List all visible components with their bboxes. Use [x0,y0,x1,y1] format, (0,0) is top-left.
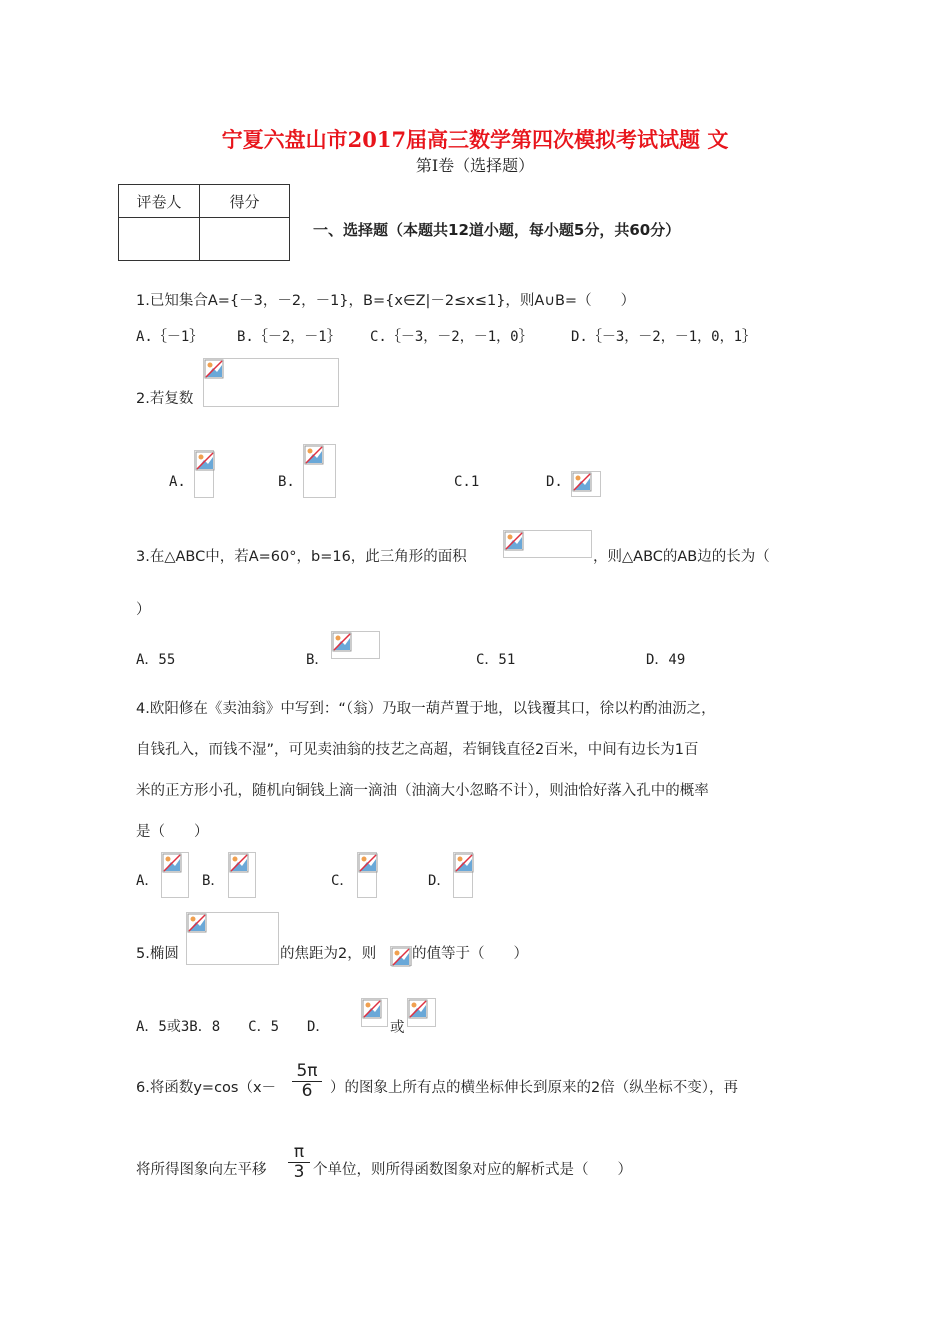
q5-stem-part3: 的值等于（ ） [412,946,528,962]
q3-option-d: D．49 [646,652,686,668]
q4-stem-line3: 米的正方形小孔，随机向铜钱上滴一滴油（油滴大小忽略不计），则油恰好落入孔中的概率 [136,783,709,799]
q4-option-b-image [228,852,256,898]
q3-stem-part2: ，则△ABC的AB边的长为（ [593,549,770,565]
q6-stem-line2-part1: 将所得图象向左平移 [136,1162,267,1178]
q4-option-b: B． [202,873,225,889]
q6-stem-line1-part1: 6.将函数y=cos（x－ [136,1080,277,1096]
broken-image-icon [362,999,382,1019]
q4-option-c: C． [331,873,354,889]
broken-image-icon [187,913,207,933]
q6-fraction-5pi-over-6 [292,1062,322,1101]
q4-option-d-image [453,852,473,898]
q6-stem-line1-part2: ）的图象上所有点的横坐标伸长到原来的2倍（纵坐标不变），再 [330,1080,738,1096]
score-table-header-score: 得分 [200,185,290,218]
q5-stem-part1: 5.椭圆 [136,946,179,962]
q3-option-a: A．55 [136,652,176,668]
q5-ellipse-equation-image [186,912,279,965]
q3-stem-part1: 3.在△ABC中，若A=60°，b=16，此三角形的面积 [136,549,467,565]
broken-image-icon [408,999,428,1019]
q2-option-d: D. [546,474,563,490]
q3-area-formula-image [503,530,592,558]
q5-or-text: 或 [390,1020,405,1036]
q2-stem: 2.若复数 [136,391,194,407]
score-table-cell-grader [119,218,200,261]
q6-fraction1-numerator: 5π [296,1061,318,1081]
q2-option-a-image [194,450,214,498]
q5-option-d-image-2 [407,998,436,1027]
q6-fraction-pi-over-3 [288,1143,310,1182]
broken-image-icon [162,853,182,873]
q2-option-b: B. [278,474,295,490]
score-table-cell-score [200,218,290,261]
q4-option-d: D． [428,873,451,889]
broken-image-icon [358,853,378,873]
broken-image-icon [572,472,592,492]
q3-stem-part3: ） [136,602,151,618]
q6-fraction2-numerator: π [293,1142,305,1162]
broken-image-icon [304,445,324,465]
q1-option-d: D.｛－3，－2，－1，0，1｝ [571,329,757,345]
q3-option-b: B． [306,652,329,668]
broken-image-icon [332,632,352,652]
q5-option-d-image-1 [361,998,388,1027]
broken-image-icon [195,451,215,471]
q5-options: A．5或3B．8 C．5 D． [136,1019,330,1035]
q4-stem-line2: 自钱孔入，而钱不湿”，可见卖油翁的技艺之高超，若铜钱直径2百米，中间有边长为1百 [136,742,699,758]
q1-stem: 1.已知集合A={－3，－2，－1}，B={x∈Z|－2≤x≤1}，则A∪B=（ ） [136,293,636,309]
q5-variable-image [390,946,412,966]
q6-stem-line2-part2: 个单位，则所得函数图象对应的解析式是（ ） [313,1162,632,1178]
score-table-header-grader: 评卷人 [119,185,200,218]
page-subtitle: 第Ⅰ卷（选择题） [415,156,535,175]
q2-option-b-image [303,444,336,498]
q3-option-b-image [331,631,380,659]
q1-option-b: B.｛－2，－1｝ [237,329,341,345]
q4-option-a-image [161,852,189,898]
q4-option-c-image [357,852,377,898]
q2-option-c: C.1 [454,474,480,490]
q4-option-a: A． [136,873,159,889]
q3-option-c: C．51 [476,652,516,668]
q4-stem-line4: 是（ ） [136,824,209,840]
q1-option-a: A.｛－1｝ [136,329,204,345]
page-title: 宁夏六盘山市2017届高三数学第四次模拟考试试题 文 [221,127,729,152]
broken-image-icon [454,853,474,873]
q6-fraction1-denominator: 6 [292,1081,322,1101]
broken-image-icon [504,531,524,551]
section-heading: 一、选择题（本题共12道小题，每小题5分，共60分） [313,221,681,239]
broken-image-icon [204,359,224,379]
q1-option-c: C.｛－3，－2，－1，0｝ [370,329,533,345]
q5-stem-part2: 的焦距为2，则 [280,946,377,962]
score-table [118,184,290,261]
broken-image-icon [229,853,249,873]
q6-fraction2-denominator: 3 [288,1162,310,1182]
q2-option-d-image [571,471,601,497]
q2-option-a: A. [169,474,186,490]
broken-image-icon [391,947,411,967]
q4-stem-line1: 4.欧阳修在《卖油翁》中写到：“（翁）乃取一葫芦置于地，以钱覆其口，徐以杓酌油沥之， [136,701,716,717]
q2-formula-image [203,358,339,407]
